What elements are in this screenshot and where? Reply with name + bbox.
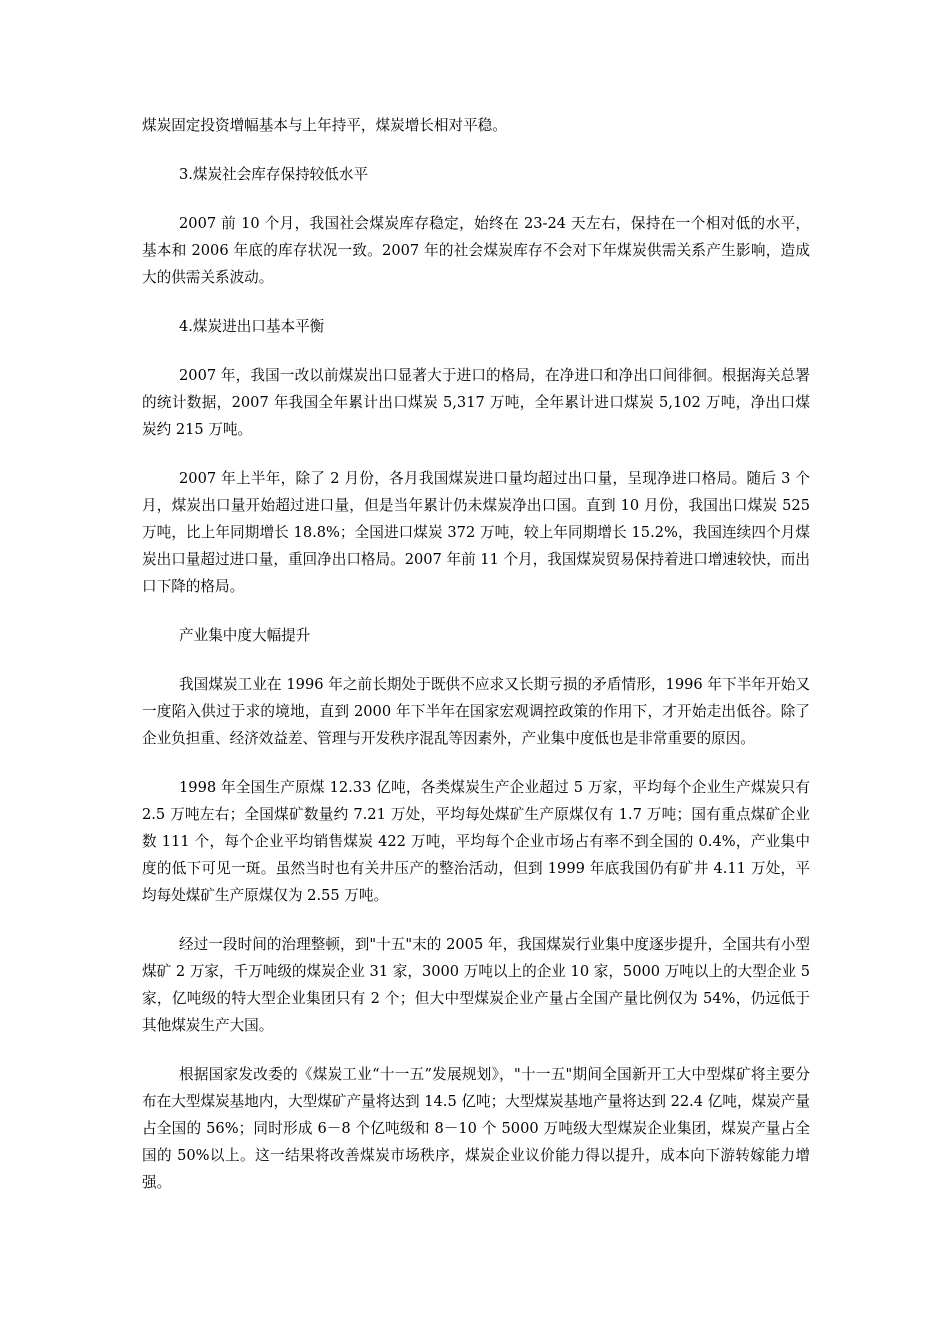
- paragraph-five-year-plan: 根据国家发改委的《煤炭工业“十一五”发展规划》，"十一五"期间全国新开工大中型煤矿将主要分布在大型煤炭基地内，大型煤矿产量将达到 14.5 亿吨；大型煤炭基地产量将达到 22.4 亿吨，煤炭产量占全国的 56%；同时形成 6－8 个亿吨级和 8－10 个 5000 万吨级大型煤炭企业集团，煤炭产量占全国的 50%以上。这一结果将改善煤炭市场秩序，煤炭企业议价能力得以提升，成本向下游转嫁能力增强。: [142, 1066, 810, 1191]
- section-heading-import-export: 4.煤炭进出口基本平衡: [179, 318, 325, 335]
- paragraph-inventory: 2007 前 10 个月，我国社会煤炭库存稳定，始终在 23-24 天左右，保持在一个相对低的水平，基本和 2006 年底的库存状况一致。2007 年的社会煤炭库存不会对下年煤炭供需关系产生影响，造成大的供需关系波动。: [142, 215, 810, 286]
- document-page: [142, 112, 810, 1218]
- paragraph-import-export-summary: 2007 年，我国一改以前煤炭出口显著大于进口的格局，在净进口和净出口间徘徊。根据海关总署的统计数据，2007 年我国全年累计出口煤炭 5,317 万吨，全年累计进口煤炭 5,102 万吨，净出口煤炭约 215 万吨。: [142, 367, 810, 438]
- paragraph-2005-consolidation: 经过一段时间的治理整顿，到"十五"末的 2005 年，我国煤炭行业集中度逐步提升，全国共有小型煤矿 2 万家，千万吨级的煤炭企业 31 家，3000 万吨以上的企业 10 家，5000 万吨以上的大型企业 5 家，亿吨级的特大型企业集团只有 2 个；但大中型煤炭企业产量占全国产量比例仅为 54%，仍远低于其他煤炭生产大国。: [142, 936, 810, 1034]
- section-heading-inventory: 3.煤炭社会库存保持较低水平: [179, 166, 369, 183]
- paragraph-1998-statistics: 1998 年全国生产原煤 12.33 亿吨，各类煤炭生产企业超过 5 万家，平均每个企业生产煤炭只有 2.5 万吨左右；全国煤矿数量约 7.21 万处，平均每处煤矿生产原煤仅有 1.7 万吨；国有重点煤矿企业数 111 个，每个企业平均销售煤炭 422 万吨，平均每个企业市场占有率不到全国的 0.4%，产业集中度的低下可见一斑。虽然当时也有关井压产的整治活动，但到 1999 年底我国仍有矿井 4.11 万处，平均每处煤矿生产原煤仅为 2.55 万吨。: [142, 779, 810, 904]
- paragraph-import-export-monthly: 2007 年上半年，除了 2 月份，各月我国煤炭进口量均超过出口量，呈现净进口格局。随后 3 个月，煤炭出口量开始超过进口量，但是当年累计仍未煤炭净出口国。直到 10 月份，我国出口煤炭 525 万吨，比上年同期增长 18.8%；全国进口煤炭 372 万吨，较上年同期增长 15.2%，我国连续四个月煤炭出口量超过进口量，重回净出口格局。2007 年前 11 个月，我国煤炭贸易保持着进口增速较快，而出口下降的格局。: [142, 470, 810, 595]
- paragraph-continued: 煤炭固定投资增幅基本与上年持平，煤炭增长相对平稳。: [142, 117, 507, 134]
- section-heading-concentration: 产业集中度大幅提升: [179, 627, 311, 644]
- paragraph-industry-history: 我国煤炭工业在 1996 年之前长期处于既供不应求又长期亏损的矛盾情形，1996 年下半年开始又一度陷入供过于求的境地，直到 2000 年下半年在国家宏观调控政策的作用下，才开始走出低谷。除了企业负担重、经济效益差、管理与开发秩序混乱等因素外，产业集中度低也是非常重要的原因。: [142, 676, 810, 747]
